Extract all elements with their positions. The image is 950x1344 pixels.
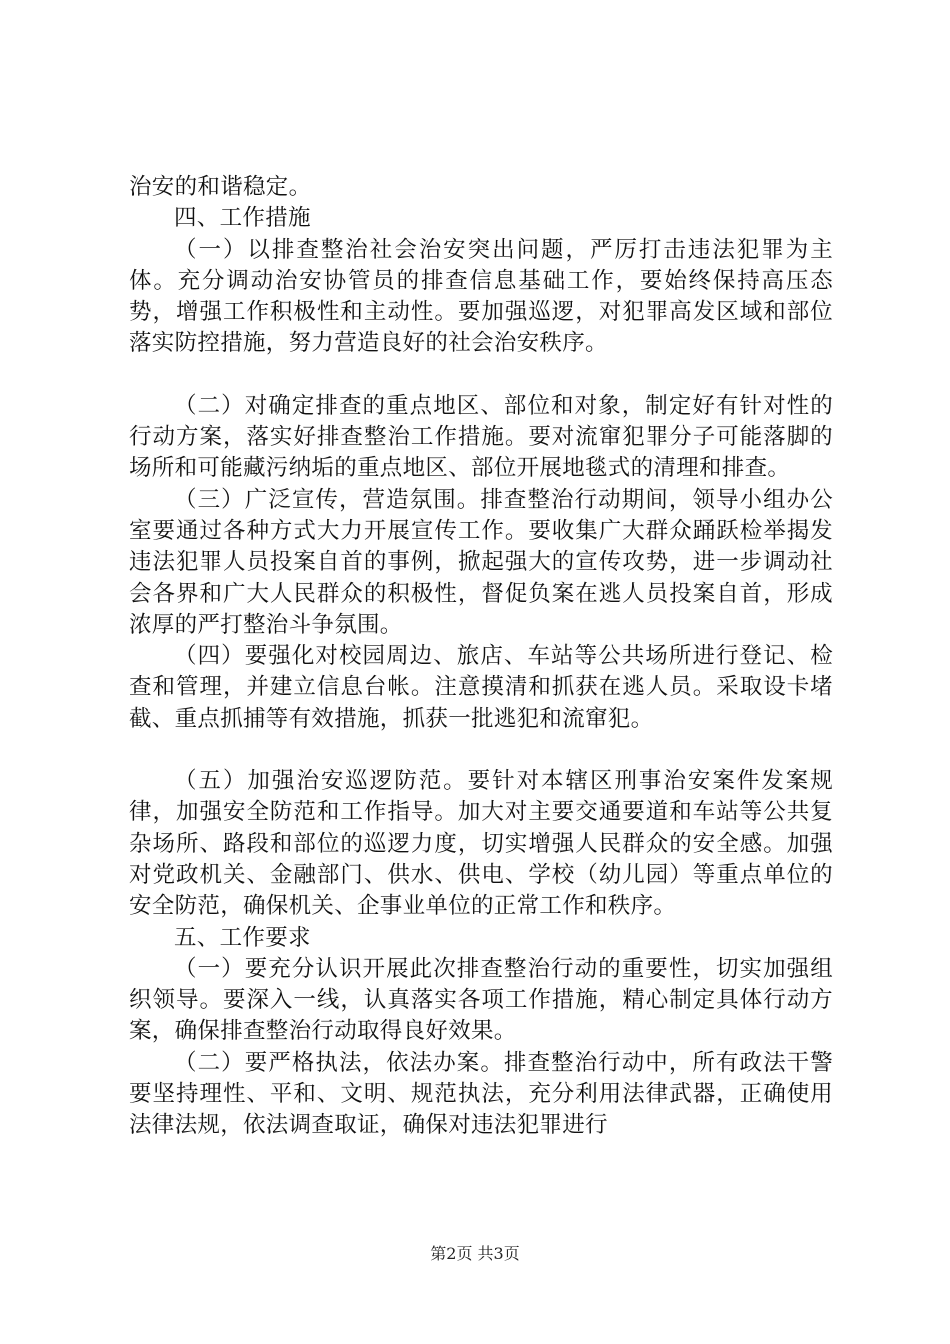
paragraph-measure-4: （四）要强化对校园周边、旅店、车站等公共场所进行登记、检查和管理，并建立信息台帐。注意摸清和抓获在逃人员。采取设卡堵截、重点抓捕等有效措施，抓获一批逃犯和流窜犯。 bbox=[129, 643, 833, 732]
paragraph-measure-2: （二）对确定排查的重点地区、部位和对象，制定好有针对性的行动方案，落实好排查整治工作措施。要对流窜犯罪分子可能落脚的场所和可能藏污纳垢的重点地区、部位开展地毯式的清理和排查。 bbox=[129, 392, 833, 482]
paragraph-measure-3: （三）广泛宣传，营造氛围。排查整治行动期间，领导小组办公室要通过各种方式大力开展宣传工作。要收集广大群众踊跃检举揭发违法犯罪人员投案自首的事例，掀起强大的宣传攻势，进一步调动社会各界和广大人民群众的积极性，督促负案在逃人员投案自首，形成浓厚的严打整治斗争氛围。 bbox=[129, 486, 833, 638]
paragraph-requirement-1: （一）要充分认识开展此次排查整治行动的重要性，切实加强组织领导。要深入一线，认真落实各项工作措施，精心制定具体行动方案，确保排查整治行动取得良好效果。 bbox=[129, 955, 833, 1045]
paragraph-continuation: 治安的和谐稳定。 bbox=[129, 174, 312, 200]
paragraph-measure-5: （五）加强治安巡逻防范。要针对本辖区刑事治安案件发案规律，加强安全防范和工作指导。加大对主要交通要道和车站等公共复杂场所、路段和部位的巡逻力度，切实增强人民群众的安全感。加强对党政机关、金融部门、供水、供电、学校（幼儿园）等重点单位的安全防范，确保机关、企事业单位的正常工作和秩序。 bbox=[129, 768, 833, 920]
paragraph-requirement-2: （二）要严格执法，依法办案。排查整治行动中，所有政法干警要坚持理性、平和、文明、规范执法，充分利用法律武器，正确使用法律法规，依法调查取证，确保对违法犯罪进行 bbox=[129, 1049, 833, 1139]
document-body bbox=[129, 172, 833, 1142]
section-heading-measures: 四、工作措施 bbox=[174, 205, 311, 232]
paragraph-measure-1: （一）以排查整治社会治安突出问题，严厉打击违法犯罪为主体。充分调动治安协管员的排查信息基础工作，要始终保持高压态势，增强工作积极性和主动性。要加强巡逻，对犯罪高发区域和部位落实防控措施，努力营造良好的社会治安秩序。 bbox=[129, 236, 833, 357]
section-heading-requirements: 五、工作要求 bbox=[174, 924, 311, 951]
page-number-footer: 第2页 共3页 bbox=[430, 1244, 520, 1263]
